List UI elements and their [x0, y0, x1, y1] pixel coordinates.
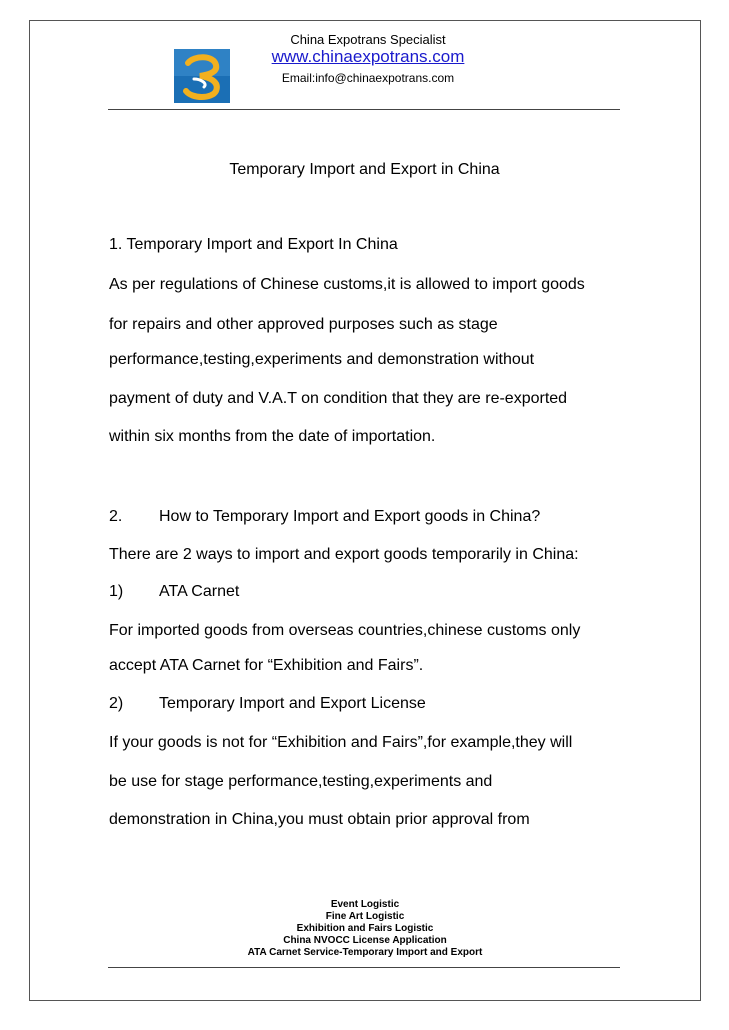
way2-line: demonstration in China,you must obtain prior approval from: [109, 811, 530, 828]
section1-heading: 1. Temporary Import and Export In China: [109, 236, 398, 253]
way1-line: accept ATA Carnet for “Exhibition and Fairs”.: [109, 657, 424, 674]
section2-intro: There are 2 ways to import and export goods temporarily in China:: [109, 546, 579, 563]
document-title: [0, 161, 729, 179]
section1-line: within six months from the date of importation.: [109, 428, 436, 445]
footer-service: China NVOCC License Application: [283, 935, 447, 946]
footer-service: Exhibition and Fairs Logistic: [296, 923, 434, 934]
way1-number: 1): [109, 583, 124, 600]
section2-number: 2.: [109, 508, 123, 525]
section2-heading: [109, 508, 540, 526]
section1-line: As per regulations of Chinese customs,it is allowed to import goods: [109, 276, 585, 293]
company-name: China Expotrans Specialist: [290, 32, 446, 47]
document-title-text: Temporary Import and Export in China: [229, 161, 500, 178]
website-link[interactable]: www.chinaexpotrans.com: [271, 47, 465, 66]
way1-heading: [109, 583, 239, 601]
header-divider: [108, 109, 620, 110]
section1-line: payment of duty and V.A.T on condition that they are re-exported: [109, 390, 568, 407]
footer-divider: [108, 967, 620, 968]
chinaexpotrans-logo-icon: [174, 49, 230, 103]
section2-heading-text: How to Temporary Import and Export goods in China?: [159, 508, 541, 525]
section1-line: for repairs and other approved purposes such as stage: [109, 316, 498, 333]
email-text: Email:info@chinaexpotrans.com: [281, 71, 455, 85]
section1-line: performance,testing,experiments and demonstration without: [109, 351, 535, 368]
footer-service: Event Logistic: [330, 899, 400, 910]
way1-title: ATA Carnet: [159, 583, 240, 600]
way2-heading: [109, 695, 426, 713]
way2-line: be use for stage performance,testing,experiments and: [109, 773, 493, 790]
footer-service: Fine Art Logistic: [325, 911, 405, 922]
way1-line: For imported goods from overseas countries,chinese customs only: [109, 622, 581, 639]
way2-title: Temporary Import and Export License: [159, 695, 426, 712]
way2-number: 2): [109, 695, 124, 712]
footer-service: ATA Carnet Service-Temporary Import and Export: [247, 947, 483, 958]
way2-line: If your goods is not for “Exhibition and Fairs”,for example,they will: [109, 734, 573, 751]
